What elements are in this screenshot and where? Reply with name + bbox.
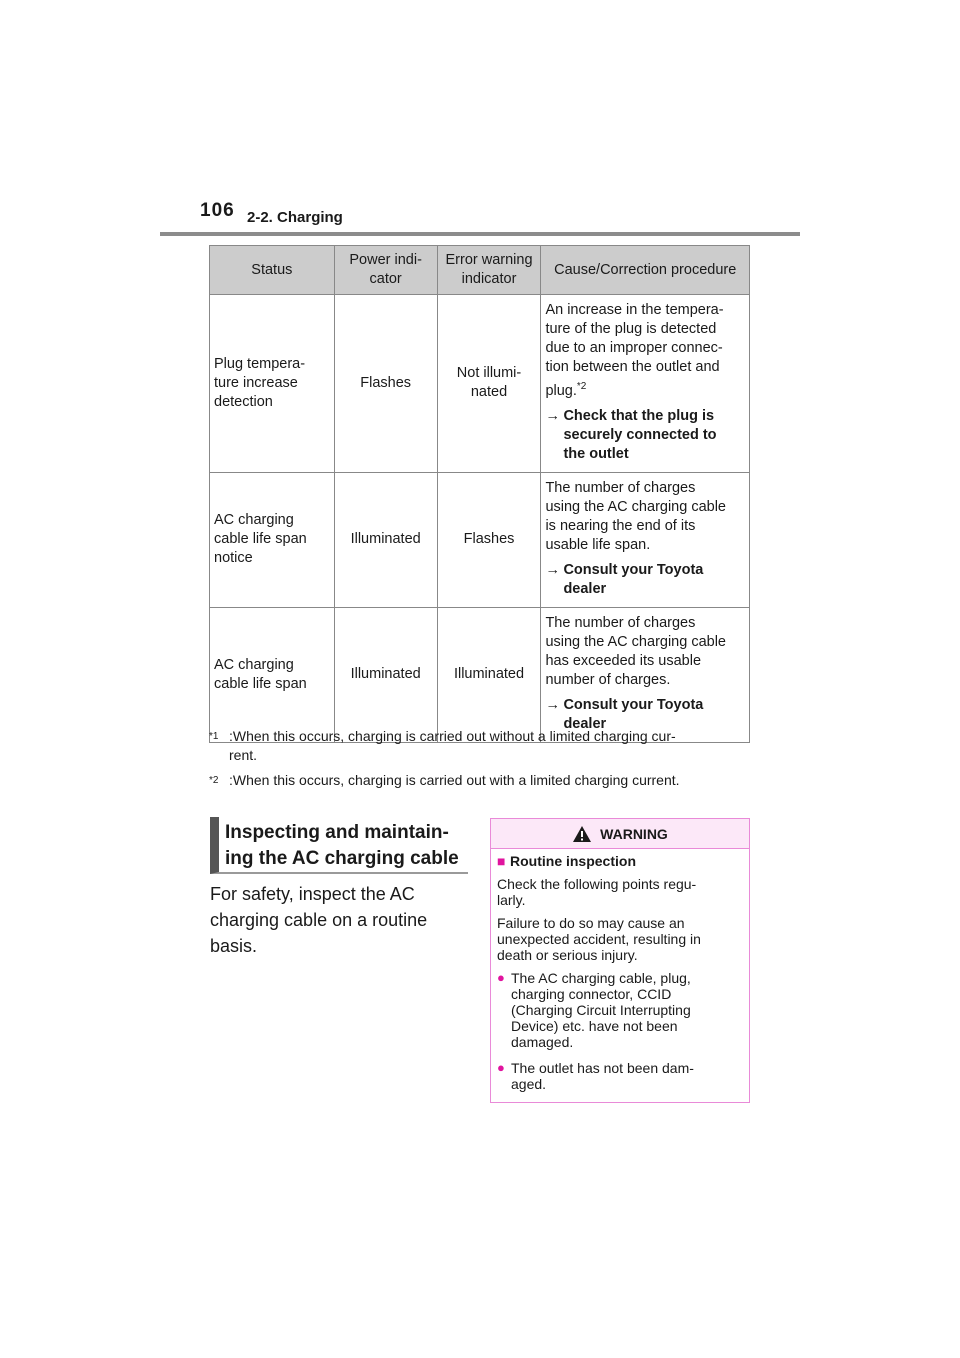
status-text: Plug tempera- ture increase detection — [214, 355, 306, 410]
warning-header — [491, 819, 749, 849]
footnote-marker: *2 — [209, 775, 219, 786]
table-header-row — [210, 246, 750, 295]
header-rule — [160, 232, 800, 236]
arrow-icon: → — [545, 696, 560, 713]
column-header-text: Status — [251, 261, 293, 278]
body-paragraph: For safety, inspect the AC charging cable on a routine basis. — [210, 884, 428, 956]
cause-text: An increase in the tempera- ture of the plug is detected due to an improper connec- tion between the outlet and plug. — [545, 302, 724, 399]
footnote-marker: *1 — [209, 731, 219, 742]
table-row — [210, 607, 750, 742]
warning-box — [490, 818, 750, 1103]
column-header-text: Error warning indicator — [445, 252, 533, 287]
cause-cell — [541, 295, 750, 473]
action-text: Consult your Toyota dealer — [563, 696, 704, 732]
cause-cell — [541, 472, 750, 607]
warning-bullet-text: The AC charging cable, plug, charging connector, CCID (Charging Circuit Interrupting Device) etc. have not been damaged. — [511, 970, 691, 1050]
error-text: Not illumi- nated — [456, 365, 522, 401]
section-heading — [210, 817, 468, 874]
arrow-icon: → — [545, 407, 560, 424]
power-cell — [334, 607, 437, 742]
section-title: 2-2. Charging — [247, 209, 343, 226]
warning-bullet-text: The outlet has not been dam- aged. — [511, 1060, 694, 1092]
column-header-text: Cause/Correction procedure — [554, 261, 737, 278]
warning-paragraph: Failure to do so may cause an unexpected accident, resulting in death or serious injury. — [497, 915, 701, 963]
column-header-error-indicator — [437, 246, 541, 295]
status-text: AC charging cable life span notice — [214, 512, 307, 567]
action-text: Consult your Toyota dealer — [563, 561, 704, 597]
arrow-icon: → — [545, 561, 560, 578]
warning-subtitle — [497, 853, 743, 869]
column-header-text: Power indi- cator — [349, 252, 422, 287]
footnote-text: :When this occurs, charging is carried out with a limited charging current. — [229, 772, 680, 788]
circle-bullet-icon: ● — [497, 970, 505, 985]
action-item — [545, 561, 745, 599]
footnote-ref: *2 — [576, 381, 587, 392]
warning-bullet — [497, 970, 743, 1050]
status-text: AC charging cable life span — [214, 656, 307, 692]
error-cell — [437, 607, 541, 742]
column-header-status — [210, 246, 335, 295]
column-header-power-indicator — [334, 246, 437, 295]
power-cell — [334, 295, 437, 473]
warning-subtitle-text: Routine inspection — [510, 853, 636, 869]
circle-bullet-icon: ● — [497, 1060, 505, 1075]
column-header-cause — [541, 246, 750, 295]
error-cell — [437, 472, 541, 607]
status-cell — [210, 295, 335, 473]
square-bullet-icon: ■ — [497, 853, 506, 869]
status-table — [209, 245, 750, 743]
power-text: Flashes — [360, 374, 412, 391]
error-text: Flashes — [463, 531, 515, 548]
warning-triangle-icon — [572, 825, 592, 843]
error-cell — [437, 295, 541, 473]
warning-bullet — [497, 1060, 743, 1092]
power-text: Illuminated — [350, 666, 421, 683]
action-item — [545, 407, 745, 464]
section-heading-text: Inspecting and maintain- ing the AC charging cable — [225, 822, 459, 869]
cause-text: The number of charges using the AC charging cable is nearing the end of its usable life span. — [545, 479, 727, 553]
error-text: Illuminated — [453, 666, 525, 683]
footnote-text: :When this occurs, charging is carried out without a limited charging cur- rent. — [229, 728, 676, 763]
warning-body — [491, 849, 749, 1092]
status-cell — [210, 472, 335, 607]
action-text: Check that the plug is securely connected to the outlet — [563, 407, 717, 462]
footnote-2 — [209, 771, 754, 790]
cause-text: The number of charges using the AC charging cable has exceeded its usable number of charges. — [545, 614, 727, 688]
footnote-1 — [209, 727, 754, 765]
status-cell — [210, 607, 335, 742]
power-text: Illuminated — [350, 531, 421, 548]
table-row — [210, 472, 750, 607]
power-cell — [334, 472, 437, 607]
cause-cell — [541, 607, 750, 742]
warning-title: WARNING — [600, 825, 668, 842]
page-number: 106 — [200, 200, 235, 221]
warning-paragraph: Check the following points regu- larly. — [497, 876, 697, 908]
table-row — [210, 295, 750, 473]
